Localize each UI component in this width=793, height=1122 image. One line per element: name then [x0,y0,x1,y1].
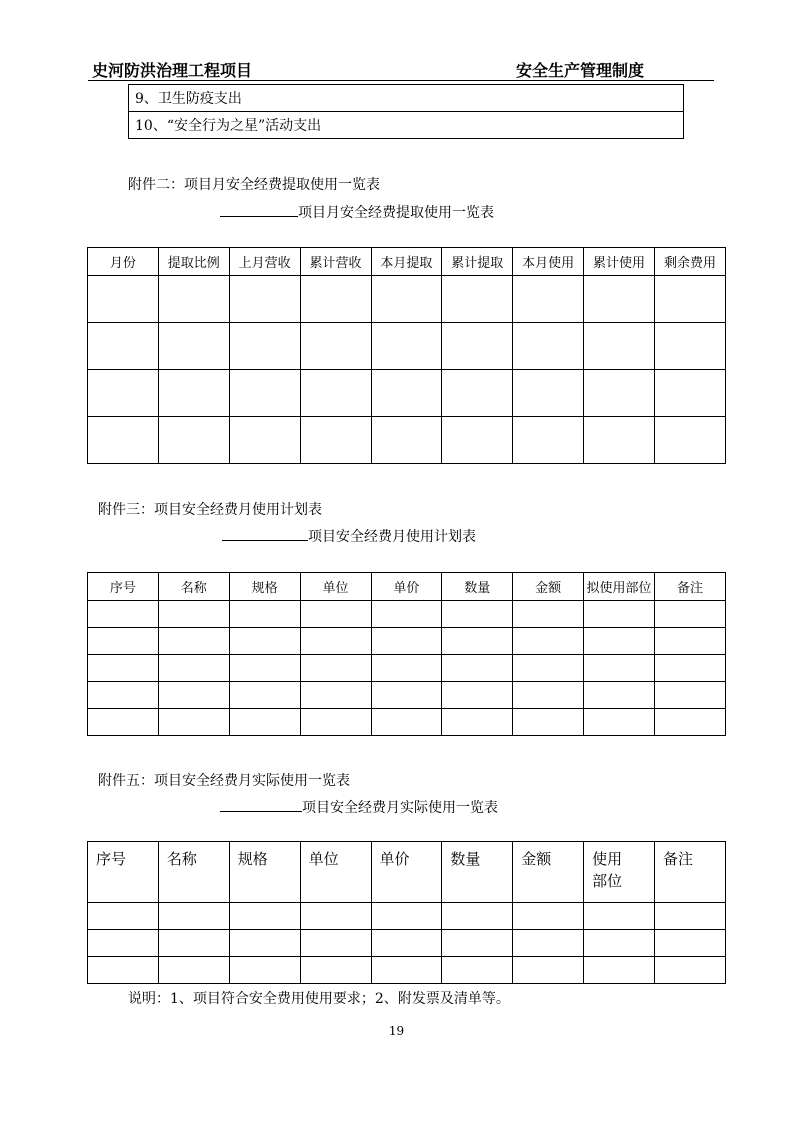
column-header: 规格 [229,842,300,903]
column-header: 备注 [655,573,726,601]
column-header: 数量 [442,573,513,601]
table-row [88,323,726,370]
annex3-title: 项目安全经费月使用计划表 [308,529,476,545]
table-header-row [88,842,726,903]
table-header-row [88,248,726,276]
expense-item: 10、“安全行为之星”活动支出 [129,112,684,139]
column-header: 规格 [229,573,300,601]
column-header: 序号 [88,842,159,903]
annex5-heading: 附件五：项目安全经费月实际使用一览表 [98,773,350,789]
column-header: 数量 [442,842,513,903]
expense-items-table [128,84,684,139]
column-header: 备注 [655,842,726,903]
table-row [88,709,726,736]
column-header: 月份 [88,248,159,276]
annex3-heading: 附件三：项目安全经费月使用计划表 [98,502,322,518]
table-row [88,628,726,655]
fill-in-blank [220,799,302,812]
header-document-title: 安全生产管理制度 [516,61,645,80]
column-header: 金额 [513,573,584,601]
header-project-name: 史河防洪治理工程项目 [92,61,253,80]
table-row [88,276,726,323]
annex2-heading: 附件二：项目月安全经费提取使用一览表 [128,177,380,193]
column-header: 累计使用 [584,248,655,276]
table-row [88,655,726,682]
column-header: 单位 [300,573,371,601]
column-header: 单价 [371,842,442,903]
column-header: 名称 [158,573,229,601]
table-row [88,682,726,709]
table-row [129,85,684,112]
column-header: 累计营收 [300,248,371,276]
annex2-title-line [220,202,494,222]
column-header: 使用部位 [584,842,655,903]
table-header-row [88,573,726,601]
annex2-table [87,247,726,464]
table-row [88,601,726,628]
column-header: 上月营收 [229,248,300,276]
annex5-table [87,841,726,984]
column-header: 累计提取 [442,248,513,276]
column-header: 序号 [88,573,159,601]
annex3-title-line [222,526,476,546]
table-row [88,417,726,464]
annex3-table [87,572,726,736]
annex5-title: 项目安全经费月实际使用一览表 [302,800,498,816]
column-header: 拟使用部位 [584,573,655,601]
fill-in-blank [222,528,308,541]
column-header: 单价 [371,573,442,601]
table-row [129,112,684,139]
column-header: 名称 [158,842,229,903]
column-header: 金额 [513,842,584,903]
table-row [88,957,726,984]
note: 说明：1、项目符合安全费用使用要求；2、附发票及清单等。 [128,991,510,1007]
annex5-title-line [220,797,498,817]
table-row [88,903,726,930]
column-header: 剩余费用 [655,248,726,276]
page-number: 19 [388,1024,405,1038]
annex2-title: 项目月安全经费提取使用一览表 [298,205,494,221]
table-row [88,930,726,957]
column-header: 单位 [300,842,371,903]
column-header: 提取比例 [158,248,229,276]
header-rule [88,80,714,81]
expense-item: 9、卫生防疫支出 [129,85,684,112]
column-header: 本月使用 [513,248,584,276]
column-header: 本月提取 [371,248,442,276]
fill-in-blank [220,204,298,217]
table-row [88,370,726,417]
